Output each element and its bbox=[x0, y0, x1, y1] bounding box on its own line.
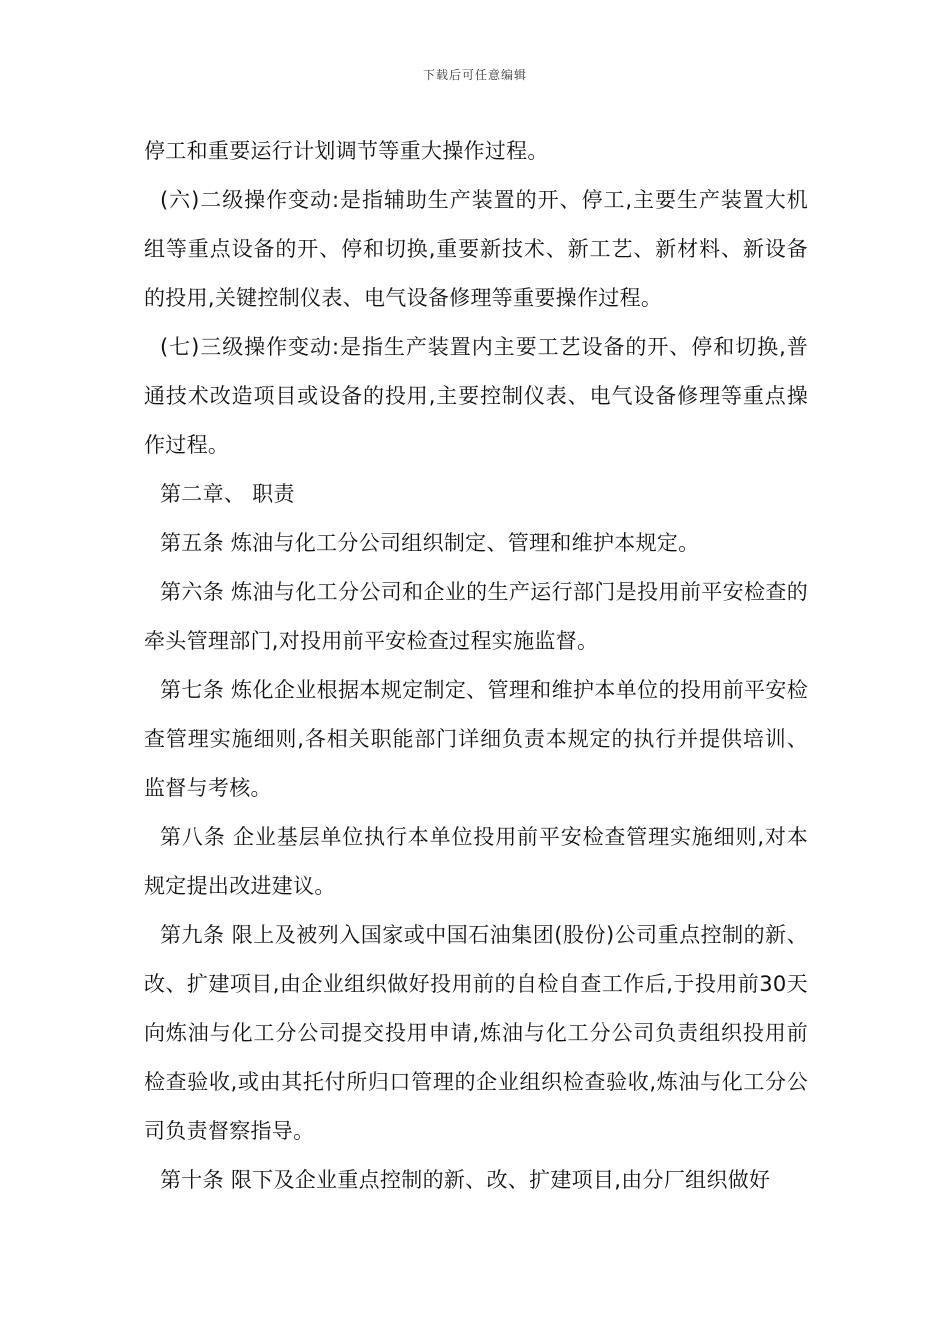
article-eight: 第八条 企业基层单位执行本单位投用前平安检查管理实施细则,对本规定提出改进建议。 bbox=[144, 825, 808, 898]
article-six: 第六条 炼油与化工分公司和企业的生产运行部门是投用前平安检查的牵头管理部门,对投用前平安检查过程实施监督。 bbox=[144, 580, 808, 653]
paragraph-level-three-change: (七)三级操作变动:是指生产装置内主要工艺设备的开、停和切换,普通技术改造项目或设备的投用,主要控制仪表、电气设备修理等重点操作过程。 bbox=[144, 335, 808, 457]
paragraph-level-two-change: (六)二级操作变动:是指辅助生产装置的开、停工,主要生产装置大机组等重点设备的开、停和切换,重要新技术、新工艺、新材料、新设备的投用,关键控制仪表、电气设备修理等重要操作过程。 bbox=[144, 188, 808, 310]
article-seven: 第七条 炼化企业根据本规定制定、管理和维护本单位的投用前平安检查管理实施细则,各相关职能部门详细负责本规定的执行并提供培训、监督与考核。 bbox=[144, 678, 808, 800]
paragraph-continuation: 停工和重要运行计划调节等重大操作过程。 bbox=[144, 139, 549, 163]
article-nine: 第九条 限上及被列入国家或中国石油集团(股份)公司重点控制的新、改、扩建项目,由企业组织做好投用前的自检自查工作后,于投用前30天向炼油与化工分公司提交投用申请,炼油与化工分公司负责组织投用前检查验收,或由其托付所归口管理的企业组织检查验收,炼油与化工分公司负责督察指导。 bbox=[144, 923, 808, 1143]
page-header: 下载后可任意编辑 bbox=[422, 68, 527, 82]
document-body bbox=[144, 127, 808, 1205]
article-ten: 第十条 限下及企业重点控制的新、改、扩建项目,由分厂组织做好 bbox=[160, 1168, 771, 1192]
article-five: 第五条 炼油与化工分公司组织制定、管理和维护本规定。 bbox=[160, 531, 700, 555]
chapter-heading: 第二章、 职责 bbox=[160, 482, 295, 506]
